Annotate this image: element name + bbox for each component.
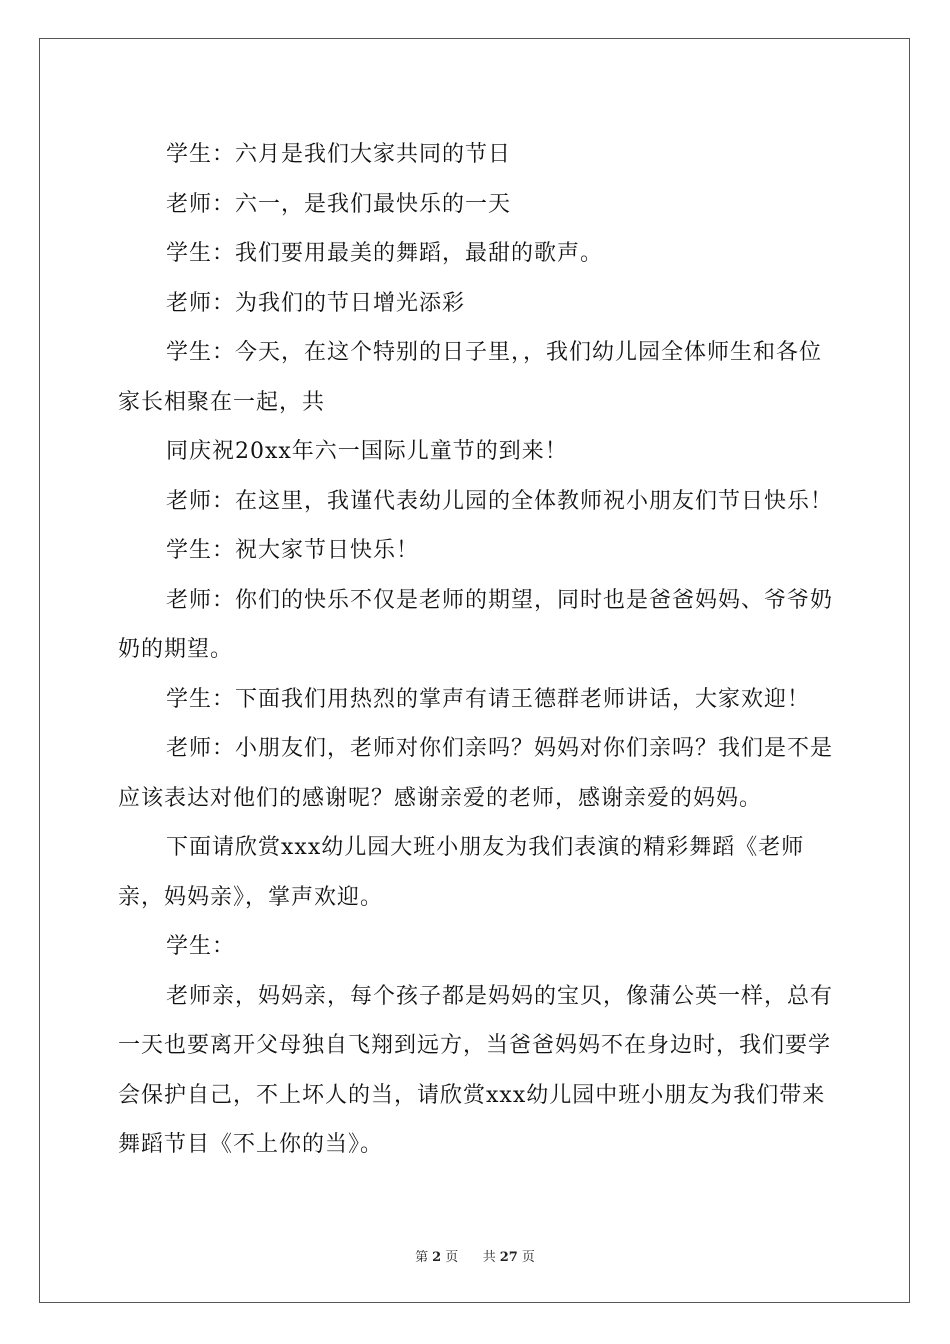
paragraph: 学生：我们要用最美的舞蹈，最甜的歌声。 <box>166 241 604 266</box>
page-total <box>481 1250 537 1265</box>
page-number <box>413 1250 460 1265</box>
total-pages: 27 <box>499 1250 518 1265</box>
paragraph: 学生：祝大家节日快乐！ <box>166 538 420 563</box>
total-prefix: 共 <box>482 1250 496 1265</box>
document-body <box>118 130 836 1170</box>
paragraph: 老师亲，妈妈亲，每个孩子都是妈妈的宝贝，像蒲公英一样，总有一天也要离开父母独自飞翔到远方，当爸爸妈妈不在身边时，我们要学会保护自己，不上坏人的当，请欣赏xxx幼儿园中班小朋友为我们带来舞蹈节目《不上你的当》。 <box>118 983 834 1157</box>
paragraph: 老师：小朋友们，老师对你们亲吗？妈妈对你们亲吗？我们是不是应该表达对他们的感谢呢？感谢亲爱的老师，感谢亲爱的妈妈。 <box>118 736 834 811</box>
paragraph: 同庆祝20xx年六一国际儿童节的到来！ <box>166 439 568 464</box>
page-suffix: 页 <box>445 1250 459 1265</box>
paragraph: 老师：六一，是我们最快乐的一天 <box>166 191 512 217</box>
paragraph: 学生：今天，在这个特别的日子里，，我们幼儿园全体师生和各位家长相聚在一起，共 <box>118 340 823 415</box>
current-page: 2 <box>432 1250 442 1265</box>
total-suffix: 页 <box>521 1250 535 1265</box>
paragraph: 老师：在这里，我谨代表幼儿园的全体教师祝小朋友们节日快乐！ <box>166 488 834 514</box>
paragraph: 老师：你们的快乐不仅是老师的期望，同时也是爸爸妈妈、爷爷奶奶的期望。 <box>118 587 834 662</box>
paragraph: 下面请欣赏xxx幼儿园大班小朋友为我们表演的精彩舞蹈《老师亲，妈妈亲》，掌声欢迎。 <box>118 835 805 910</box>
paragraph: 学生： <box>166 934 236 959</box>
paragraph: 学生：六月是我们大家共同的节日 <box>166 142 512 167</box>
page-prefix: 第 <box>415 1250 429 1265</box>
page-footer <box>0 1246 950 1265</box>
paragraph: 老师：为我们的节日增光添彩 <box>166 290 466 316</box>
paragraph: 学生：下面我们用热烈的掌声有请王德群老师讲话，大家欢迎！ <box>166 686 811 712</box>
